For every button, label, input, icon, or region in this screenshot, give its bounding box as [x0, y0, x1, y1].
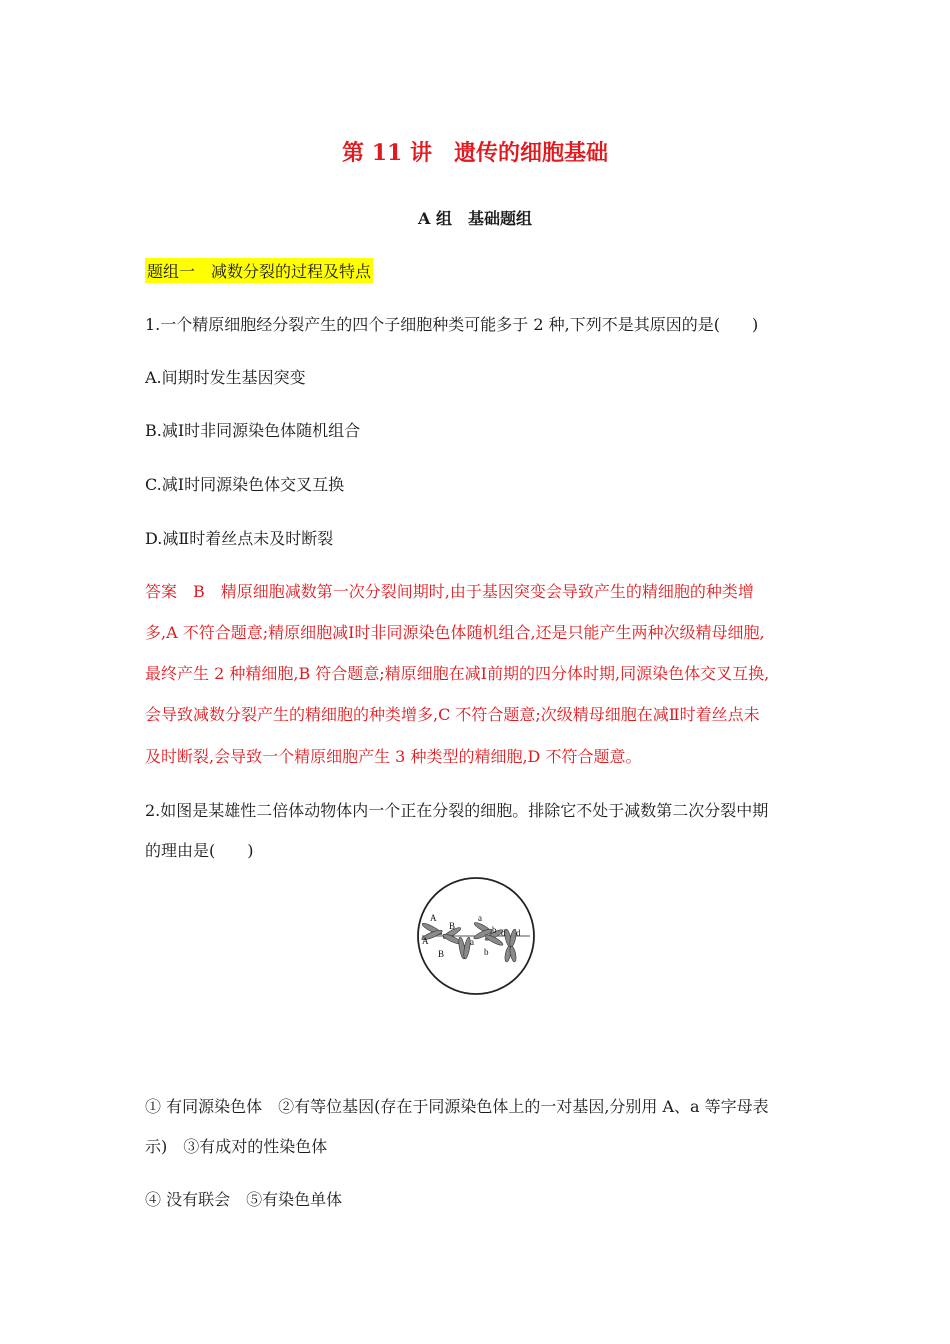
gene-label: d — [516, 928, 521, 938]
question-1-stem: 1.一个精原细胞经分裂产生的四个子细胞种类可能多于 2 种,下列不是其原因的是( ) — [145, 315, 759, 334]
answer-line: 答案 B 精原细胞减数第一次分裂间期时,由于基因突变会导致产生的精细胞的种类增 — [145, 582, 754, 601]
gene-label: a — [478, 913, 482, 923]
option-b: B.减Ⅰ时非同源染色体随机组合 — [145, 421, 361, 440]
page-title: 第 11 讲 遗传的细胞基础 — [342, 140, 608, 166]
gene-label: d — [501, 928, 506, 938]
reason-line: ④ 没有联会 ⑤有染色单体 — [145, 1190, 343, 1209]
option-c: C.减Ⅰ时同源染色体交叉互换 — [145, 475, 345, 494]
gene-label: b — [492, 925, 497, 935]
gene-label: A — [430, 913, 437, 923]
option-d: D.减Ⅱ时着丝点未及时断裂 — [145, 529, 334, 548]
option-a: A.间期时发生基因突变 — [145, 368, 306, 387]
group-heading: A 组 基础题组 — [418, 209, 532, 228]
cell-division-figure — [416, 873, 536, 1003]
answer-line: 及时断裂,会导致一个精原细胞产生 3 种类型的精细胞,D 不符合题意。 — [145, 747, 642, 766]
question-2-stem: 的理由是( ) — [145, 841, 254, 860]
answer-line: 最终产生 2 种精细胞,B 符合题意;精原细胞在减Ⅰ前期的四分体时期,同源染色体交叉互换, — [145, 664, 770, 683]
reason-line: 示) ③有成对的性染色体 — [145, 1137, 328, 1156]
answer-line: 多,A 不符合题意;精原细胞减Ⅰ时非同源染色体随机组合,还是只能产生两种次级精母细胞, — [145, 623, 765, 642]
gene-label: A — [422, 936, 429, 946]
gene-label: B — [438, 949, 445, 959]
answer-line: 会导致减数分裂产生的精细胞的种类增多,C 不符合题意;次级精母细胞在减Ⅱ时着丝点未 — [145, 705, 760, 724]
section-label: 题组一 减数分裂的过程及特点 — [145, 258, 373, 283]
reason-line: ① 有同源染色体 ②有等位基因(存在于同源染色体上的一对基因,分别用 A、a 等字母表 — [145, 1097, 769, 1116]
question-2-stem: 2.如图是某雄性二倍体动物体内一个正在分裂的细胞。排除它不处于减数第二次分裂中期 — [145, 801, 769, 820]
chromosome-pair-ab-2 — [473, 921, 504, 947]
gene-label: b — [484, 947, 489, 957]
gene-label: a — [470, 937, 474, 947]
gene-label: B — [449, 921, 456, 931]
